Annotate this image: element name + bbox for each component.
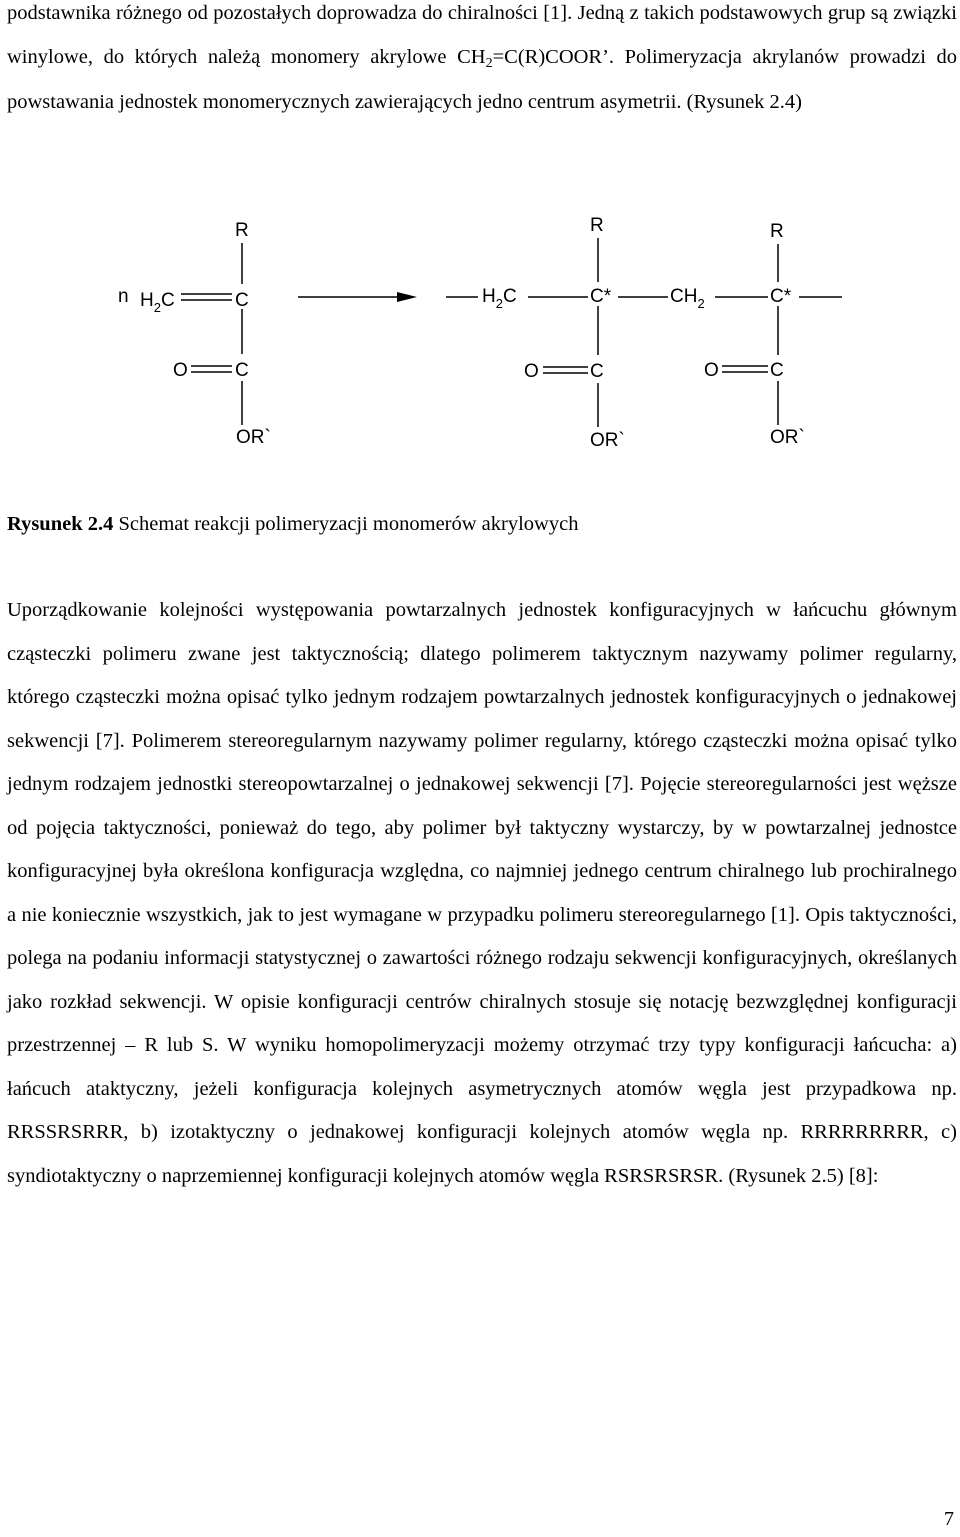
polymer-ester-group-1: OR` — [590, 430, 625, 451]
figure-caption-text: Schemat reakcji polimeryzacji monomerów akrylowych — [113, 513, 579, 535]
polymer-chiral-carbon-1: C* — [590, 286, 612, 307]
polymer-substituent-1: R — [590, 215, 604, 236]
polymer-carbonyl-carbon-1: C — [590, 361, 604, 382]
polymer-carbonyl-carbon-2: C — [770, 360, 784, 381]
polymer-carbonyl-oxygen-2: O — [704, 360, 719, 381]
intro-paragraph — [7, 0, 957, 125]
intro-text-part1: podstawnika różnego od pozostałych doprowadza do chiralności [1]. Jedną z takich podstawowych grup są związki winylowe, do których należą monomery akrylowe CH — [7, 2, 957, 68]
polymer-carbonyl-oxygen-1: O — [524, 361, 539, 382]
reaction-scheme — [0, 195, 960, 465]
polymer-h2c: $H_2C$ — [482, 286, 517, 311]
intro-subscript: 2 — [485, 55, 493, 71]
monomer-coefficient: n — [118, 286, 129, 307]
main-paragraph: Uporządkowanie kolejności występowania powtarzalnych jednostek konfiguracyjnych w łańcuchu głównym cząsteczki polimeru zwane jest taktycznością; dlatego polimerem taktycznym nazywamy polimer regularny, którego cząsteczki można opisać tylko jednym rodzajem powtarzalnych jednostek konfiguracyjnych o jednakowej sekwencji [7]. Polimerem stereoregularnym nazywamy polimer regularny, którego cząsteczki można opisać tylko jednym rodzajem jednostki stereopowtarzalnej o jednakowej sekwencji [7]. Pojęcie stereoregularności jest węższe od pojęcia taktyczności, ponieważ do tego, aby polimer był taktyczny wystarczy, by w powtarzalnej jednostce konfiguracyjnej była określona konfiguracja względna, co najmniej jednego centrum chiralnego lub prochiralnego a nie koniecznie wszystkich, jak to jest wymagane w przypadku polimeru stereoregularnego [1]. Opis taktyczności, polega na podaniu informacji statystycznej o zawartości różnego rodzaju sekwencji konfiguracyjnych, określanych jako rozkład sekwencji. W opisie konfiguracji centrów chiralnych stosuje się notację bezwzględnej konfiguracji przestrzennej – R lub S. W wyniku homopolimeryzacji możemy otrzymać trzy typy konfiguracji łańcucha: a) łańcuch ataktyczny, jeżeli konfiguracja kolejnych asymetrycznych atomów węgla jest przypadkowa np. RRSSRSRRR, b) izotaktyczny o jednakowej konfiguracji kolejnych atomów węgla np. RRRRRRRRR, c) syndiotaktyczny o naprzemiennej konfiguracji kolejnych atomów węgla RSRSRSRSR. (Rysunek 2.5) [8]: — [7, 599, 957, 1187]
monomer-alpha-carbon: C — [235, 290, 249, 311]
polymer-ester-group-2: OR` — [770, 427, 805, 448]
page-number: 7 — [944, 1508, 954, 1530]
monomer-carbonyl-oxygen: O — [173, 360, 188, 381]
monomer-substituent: R — [235, 220, 249, 241]
monomer-carbonyl-carbon: C — [235, 360, 249, 381]
monomer-ester-group: OR` — [236, 427, 271, 448]
polymer-chiral-carbon-2: C* — [770, 286, 792, 307]
intro-text-part2: =C(R)COOR’. Polimeryzacja akrylanów prowadzi do powstawania jednostek monomerycznych zawierających jedno centrum asymetrii. (Rysunek 2.4) — [7, 45, 957, 113]
figure-caption-label: Rysunek 2.4 — [7, 513, 114, 535]
figure-caption — [7, 506, 578, 542]
polymer-substituent-2: R — [770, 221, 784, 242]
monomer-h2c: $H_2C$ — [140, 290, 175, 315]
reaction-arrow-head — [397, 292, 417, 302]
polymer-ch2: $CH_2$ — [670, 286, 705, 311]
